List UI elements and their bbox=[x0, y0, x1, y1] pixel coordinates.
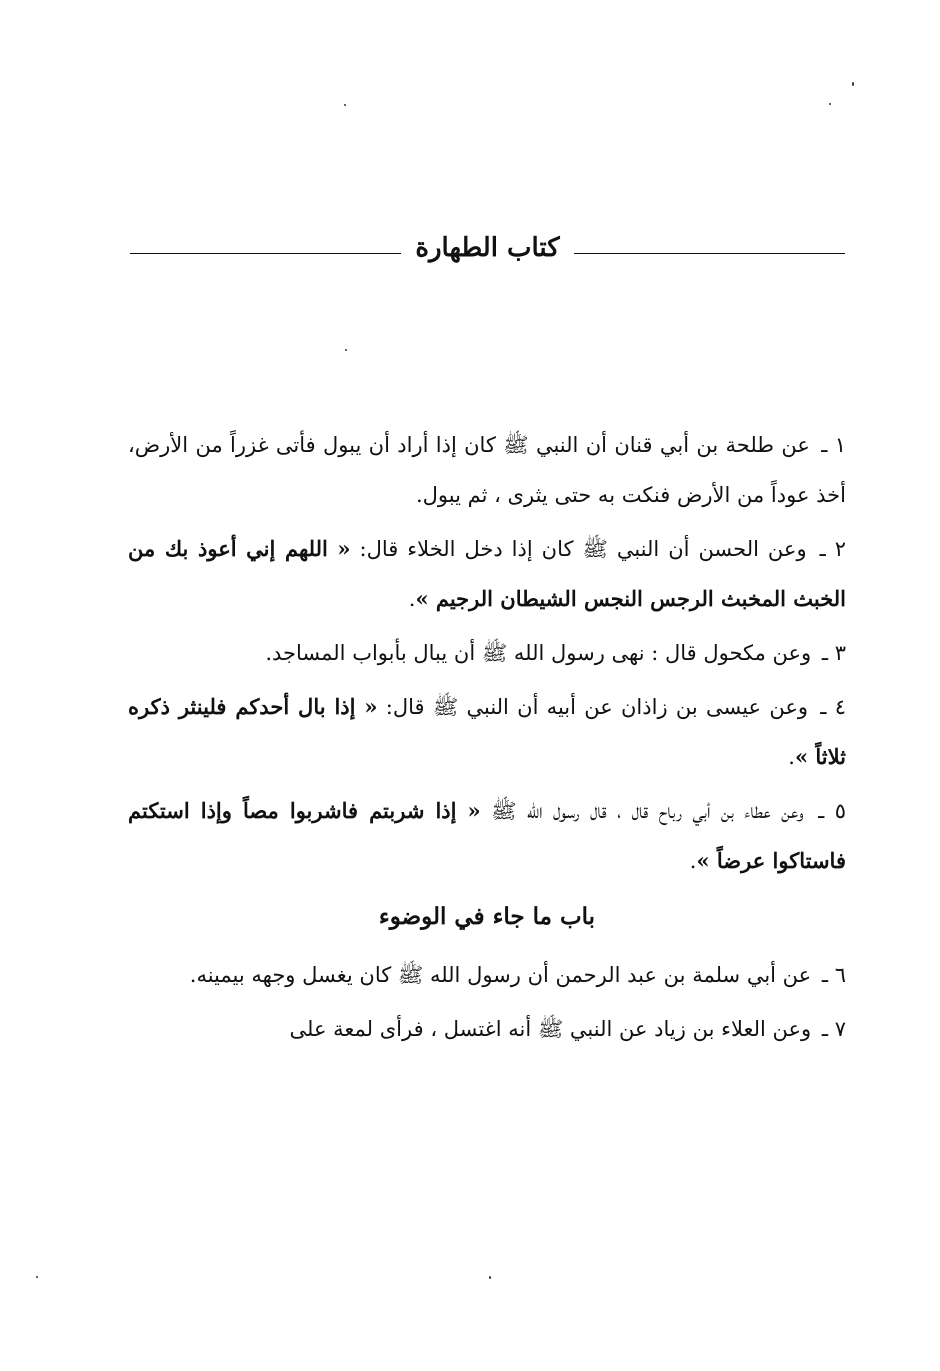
hadith-text: وعن العلاء بن زياد عن النبي ﷺ أنه اغتسل ، فرأى لمعة على bbox=[289, 1017, 812, 1041]
hadith-tail: . bbox=[788, 745, 795, 769]
hadith-paragraph bbox=[128, 786, 846, 886]
hadith-text: وعن مكحول قال : نهى رسول الله ﷺ أن يبال بأبواب المساجد. bbox=[265, 641, 812, 665]
chapter-header bbox=[130, 228, 845, 268]
chapter-title: كتاب الطهارة bbox=[415, 233, 560, 263]
hadith-number: ٣ ـ bbox=[821, 641, 846, 665]
scan-speck bbox=[36, 1276, 38, 1278]
hadith-paragraph bbox=[128, 1004, 846, 1054]
hadith-number: ٧ ـ bbox=[821, 1017, 846, 1041]
hadith-quote: « إذا بال أحدكم فلينثر ذكره ثلاثاً » bbox=[128, 694, 846, 769]
header-rule-right bbox=[574, 253, 845, 254]
hadith-number: ٤ ـ bbox=[820, 695, 846, 719]
hadith-number: ٦ ـ bbox=[821, 963, 846, 987]
hadith-number: ٢ ـ bbox=[819, 537, 846, 561]
hadith-text: وعن عيسى بن زاذان عن أبيه أن النبي ﷺ قال: bbox=[385, 695, 808, 719]
hadith-paragraph bbox=[128, 682, 846, 782]
hadith-text: وعن عطاء بن أبي رباح قال ، قال رسول الله ﷺ bbox=[491, 799, 804, 823]
scan-speck bbox=[489, 1276, 491, 1279]
body-text bbox=[128, 420, 846, 1058]
hadith-paragraph bbox=[128, 524, 846, 624]
hadith-paragraph bbox=[128, 420, 846, 520]
hadith-tail: . bbox=[689, 849, 697, 873]
hadith-quote: « إذا شربتم فاشربوا مصاً وإذا استكتم فاستاكوا عرضاً » bbox=[128, 798, 846, 873]
hadith-text: عن أبي سلمة بن عبد الرحمن أن رسول الله ﷺ كان يغسل وجهه بيمينه. bbox=[189, 963, 812, 987]
hadith-number: ١ ـ bbox=[821, 433, 846, 457]
scan-speck bbox=[829, 103, 831, 105]
scan-speck bbox=[852, 82, 854, 86]
hadith-paragraph bbox=[128, 950, 846, 1000]
section-heading: باب ما جاء في الوضوء bbox=[378, 903, 596, 930]
hadith-text: عن طلحة بن أبي قنان أن النبي ﷺ كان إذا أراد أن يبول فأتى غزراً من الأرض، أخذ عوداً من الأرض فنكت به حتى يثرى ، ثم يبول. bbox=[128, 433, 846, 507]
hadith-tail: . bbox=[408, 587, 416, 611]
hadith-text: وعن الحسن أن النبي ﷺ كان إذا دخل الخلاء قال: bbox=[359, 537, 807, 561]
hadith-quote: « اللهم إني أعوذ بك من الخبث المخبث الرجس النجس الشيطان الرجيم » bbox=[128, 536, 846, 611]
scan-speck bbox=[345, 349, 347, 351]
scan-speck bbox=[344, 104, 346, 106]
hadith-number: ٥ ـ bbox=[818, 799, 846, 823]
hadith-paragraph bbox=[128, 628, 846, 678]
header-rule-left bbox=[130, 253, 401, 254]
